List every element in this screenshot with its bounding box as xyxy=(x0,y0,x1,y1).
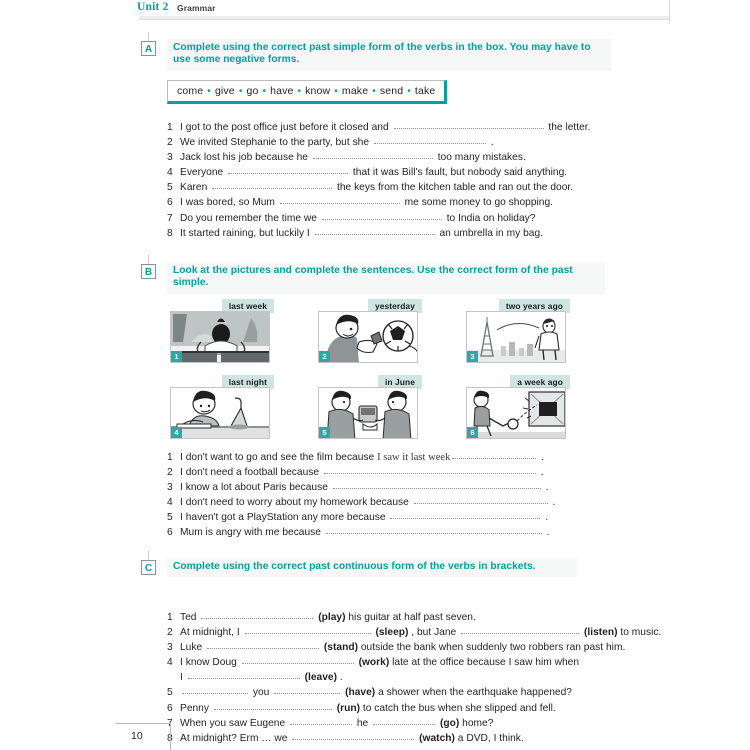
answer-blank[interactable] xyxy=(290,716,352,725)
picture-number-badge: 2 xyxy=(319,351,330,362)
sentence-text: . xyxy=(543,527,550,539)
sentence-text: to catch the bus when she slipped and fell. xyxy=(362,702,556,714)
sentence-text: to music. xyxy=(620,627,662,639)
picture-caption: last week xyxy=(222,299,274,313)
answer-blank[interactable] xyxy=(313,150,433,159)
question-number: 4 xyxy=(167,497,173,509)
sentence-text: Do you remember the time we xyxy=(180,212,320,224)
sentence-text: Luke xyxy=(180,642,206,654)
picture-cell xyxy=(318,375,422,439)
verb-separator-dot: • xyxy=(207,86,211,97)
picture-cell xyxy=(318,299,422,363)
question-line xyxy=(167,655,661,670)
exercise-c-tick xyxy=(148,551,149,560)
verb-box-row xyxy=(177,85,435,97)
verb-option: give xyxy=(214,85,235,97)
exercise-b-letter: B xyxy=(141,264,156,279)
exercise-a-letter: A xyxy=(141,41,156,56)
picture-illustration-boy-kicking-ball-window xyxy=(467,388,566,439)
question-line xyxy=(167,685,661,700)
sentence-text: I haven't got a PlayStation any more because xyxy=(180,512,389,524)
answer-blank[interactable] xyxy=(201,610,313,619)
verb-option: take xyxy=(414,85,436,97)
verb-prompt: (run) xyxy=(336,702,360,714)
sentence-text: We invited Stephanie to the party, but she xyxy=(180,137,372,149)
answer-blank[interactable] xyxy=(228,165,348,174)
verb-option: come xyxy=(177,85,204,97)
question-number: 6 xyxy=(167,702,173,714)
page-number-box xyxy=(115,723,171,750)
question-line xyxy=(167,226,591,241)
answer-blank[interactable] xyxy=(280,195,400,204)
verb-prompt: (leave) xyxy=(304,672,337,684)
picture-frame xyxy=(466,387,566,439)
unit-label: Unit 2 xyxy=(137,1,169,13)
question-number: 5 xyxy=(167,182,173,194)
question-number: 6 xyxy=(167,527,173,539)
sentence-text: . xyxy=(487,137,494,149)
answer-blank[interactable] xyxy=(374,135,486,144)
picture-caption: a week ago xyxy=(510,375,570,389)
question-line xyxy=(167,180,591,195)
section-label: Grammar xyxy=(177,3,216,13)
question-number: 2 xyxy=(167,137,173,149)
verb-prompt: (play) xyxy=(318,612,346,623)
sentence-text: I know a lot about Paris because xyxy=(180,482,331,494)
question-line xyxy=(167,610,661,625)
sentence-text: . xyxy=(549,497,556,509)
answer-blank[interactable] xyxy=(214,701,332,710)
exercise-b-instruction: Look at the pictures and complete the sentences. Use the correct form of the past simple. xyxy=(173,265,573,289)
sentence-text: . xyxy=(542,512,549,524)
picture-illustration-boy-studying-at-desk xyxy=(171,388,270,439)
question-number: 3 xyxy=(167,642,173,654)
sentence-text: At midnight, I xyxy=(180,627,243,639)
picture-cell xyxy=(466,375,570,439)
sentence-text: Ted xyxy=(180,612,200,623)
verb-prompt: (have) xyxy=(345,687,376,699)
answer-blank[interactable] xyxy=(207,640,319,649)
verb-prompt: (sleep) xyxy=(375,627,409,639)
exercise-b-instruction-bar xyxy=(167,262,605,294)
exercise-b-items xyxy=(167,450,555,541)
question-line xyxy=(167,465,555,480)
picture-number-badge: 4 xyxy=(171,427,182,438)
question-line xyxy=(167,495,555,510)
question-line xyxy=(167,480,555,495)
answer-blank[interactable] xyxy=(274,685,340,694)
answer-blank[interactable] xyxy=(242,655,354,664)
sentence-text: I don't need a football because xyxy=(180,467,322,479)
sentence-text: a shower when the earthquake happened? xyxy=(378,687,572,699)
running-head xyxy=(137,1,670,17)
sentence-text: It started raining, but luckily I xyxy=(180,227,313,239)
picture-grid xyxy=(170,299,570,440)
picture-frame xyxy=(170,311,270,363)
sentence-text: I xyxy=(180,672,186,684)
picture-number-badge: 6 xyxy=(467,427,478,438)
picture-cell xyxy=(466,299,570,363)
question-number: 4 xyxy=(167,167,173,179)
answer-blank[interactable] xyxy=(326,525,542,534)
sentence-text: the letter. xyxy=(545,122,591,133)
verb-prompt: (stand) xyxy=(323,642,358,654)
question-line xyxy=(167,165,591,180)
question-line xyxy=(167,450,555,465)
question-number: 1 xyxy=(167,612,173,623)
picture-number-badge: 1 xyxy=(171,351,182,362)
filled-answer[interactable]: I saw it last week xyxy=(377,452,451,463)
verb-separator-dot: • xyxy=(262,86,267,97)
question-line xyxy=(167,716,661,731)
question-number: 1 xyxy=(167,122,173,133)
sentence-text: I was bored, so Mum xyxy=(180,197,278,209)
verb-separator-dot: • xyxy=(334,86,338,97)
sentence-text: I don't need to worry about my homework because xyxy=(180,497,412,509)
sentence-text: At midnight? Erm … we xyxy=(180,732,291,744)
answer-blank[interactable] xyxy=(333,480,541,489)
answer-blank[interactable] xyxy=(414,495,548,504)
question-number: 3 xyxy=(167,152,173,164)
answer-blank[interactable] xyxy=(394,120,544,129)
answer-blank[interactable] xyxy=(452,450,536,459)
question-line xyxy=(167,510,555,525)
sentence-text: his guitar at half past seven. xyxy=(348,612,476,623)
sentence-text: Mum is angry with me because xyxy=(180,527,324,539)
exercise-c-instruction: Complete using the correct past continuous form of the verbs in brackets. xyxy=(173,561,536,572)
sentence-text: he xyxy=(356,717,372,729)
sentence-text: Karen xyxy=(180,182,211,194)
exercise-c-letter: C xyxy=(141,560,156,575)
verb-option: send xyxy=(379,85,404,97)
question-line xyxy=(167,135,591,150)
picture-cell xyxy=(170,299,274,363)
exercise-a-instruction-bar xyxy=(167,39,611,71)
sentence-text: too many mistakes. xyxy=(434,152,526,164)
question-line xyxy=(167,120,591,135)
picture-illustration-two-boys-trading xyxy=(319,388,418,439)
header-right-edge xyxy=(669,0,670,24)
picture-frame xyxy=(318,387,418,439)
question-number: 3 xyxy=(167,482,173,494)
verb-prompt: (go) xyxy=(439,717,460,729)
verb-separator-dot: • xyxy=(238,86,243,97)
question-line xyxy=(167,640,661,655)
answer-blank[interactable] xyxy=(390,510,540,519)
question-number: 5 xyxy=(167,512,173,524)
verb-prompt: (listen) xyxy=(583,627,618,639)
verb-option: go xyxy=(246,85,259,97)
sentence-text: I don't want to go and see the film because xyxy=(180,452,378,463)
exercise-c-instruction-bar xyxy=(167,558,577,577)
answer-blank[interactable] xyxy=(322,211,442,220)
question-number: 2 xyxy=(167,627,173,639)
sentence-text: you xyxy=(252,687,273,699)
question-number: 2 xyxy=(167,467,173,479)
sentence-text: a DVD, I think. xyxy=(457,732,524,744)
question-number: 5 xyxy=(167,687,173,699)
question-number: 7 xyxy=(167,717,173,729)
question-number: 8 xyxy=(167,732,173,744)
answer-blank[interactable] xyxy=(315,226,435,235)
picture-number-badge: 5 xyxy=(319,427,330,438)
exercise-a-items xyxy=(167,120,591,241)
picture-caption: two years ago xyxy=(499,299,570,313)
picture-illustration-cinema-audience xyxy=(171,312,270,363)
sentence-text: I know Doug xyxy=(180,657,240,669)
answer-blank[interactable] xyxy=(182,685,248,694)
page-number: 10 xyxy=(131,730,143,742)
sentence-text: Penny xyxy=(180,702,212,714)
question-line xyxy=(167,211,591,226)
answer-blank[interactable] xyxy=(324,465,536,474)
question-number: 6 xyxy=(167,197,173,209)
answer-blank[interactable] xyxy=(461,625,579,634)
exercise-a-tick xyxy=(148,32,149,41)
header-rule-thin xyxy=(139,19,670,20)
sentence-text: late at the office because I saw him when xyxy=(392,657,580,669)
sentence-text: Everyone xyxy=(180,167,227,179)
exercise-b-tick xyxy=(148,255,149,264)
picture-caption: yesterday xyxy=(368,299,422,313)
verb-separator-dot: • xyxy=(407,86,411,97)
sentence-text: home? xyxy=(462,717,494,729)
answer-blank[interactable] xyxy=(292,731,414,740)
sentence-text: I got to the post office just before it closed and xyxy=(180,122,392,133)
sentence-text: , but Jane xyxy=(411,627,460,639)
sentence-text: to India on holiday? xyxy=(443,212,536,224)
answer-blank[interactable] xyxy=(245,625,371,634)
exercise-a-instruction: Complete using the correct past simple form of the verbs in the box. You may have to use some negative forms. xyxy=(173,42,591,66)
answer-blank[interactable] xyxy=(188,670,300,679)
question-line xyxy=(167,525,555,540)
verb-prompt: (work) xyxy=(358,657,390,669)
question-line xyxy=(167,701,661,716)
question-line xyxy=(167,670,661,685)
verb-option: know xyxy=(305,85,331,97)
exercise-c-items xyxy=(167,610,661,746)
verb-option: make xyxy=(341,85,369,97)
question-number: 8 xyxy=(167,227,173,239)
question-line xyxy=(167,150,591,165)
question-number: 1 xyxy=(167,452,173,463)
sentence-text: me some money to go shopping. xyxy=(401,197,554,209)
picture-caption: last night xyxy=(222,375,274,389)
picture-number-badge: 3 xyxy=(467,351,478,362)
sentence-text: . xyxy=(537,467,544,479)
picture-frame xyxy=(318,311,418,363)
question-number: 7 xyxy=(167,212,173,224)
sentence-text: that it was Bill's fault, but nobody said anything. xyxy=(350,167,568,179)
question-line xyxy=(167,731,661,746)
picture-frame xyxy=(466,311,566,363)
sentence-text: Jack lost his job because he xyxy=(180,152,311,164)
verb-separator-dot: • xyxy=(372,86,376,97)
verb-prompt: (watch) xyxy=(419,732,455,744)
verb-separator-dot: • xyxy=(297,86,302,97)
sentence-text: . xyxy=(538,452,545,463)
picture-frame xyxy=(170,387,270,439)
picture-illustration-boy-with-football xyxy=(319,312,418,363)
question-line xyxy=(167,195,591,210)
picture-caption: in June xyxy=(378,375,422,389)
picture-cell xyxy=(170,375,274,439)
verb-option: have xyxy=(270,85,294,97)
question-line xyxy=(167,625,661,640)
sentence-text: an umbrella in my bag. xyxy=(436,227,543,239)
sentence-text: When you saw Eugene xyxy=(180,717,289,729)
sentence-text: outside the bank when suddenly two robbers ran past him. xyxy=(360,642,626,654)
answer-blank[interactable] xyxy=(373,716,435,725)
sentence-text: the keys from the kitchen table and ran out the door. xyxy=(334,182,574,194)
sentence-text: . xyxy=(542,482,549,494)
sentence-text: . xyxy=(339,672,343,684)
verb-box xyxy=(167,80,447,104)
answer-blank[interactable] xyxy=(212,180,332,189)
question-number: 4 xyxy=(167,657,173,669)
picture-illustration-eiffel-tower-tourist xyxy=(467,312,566,363)
